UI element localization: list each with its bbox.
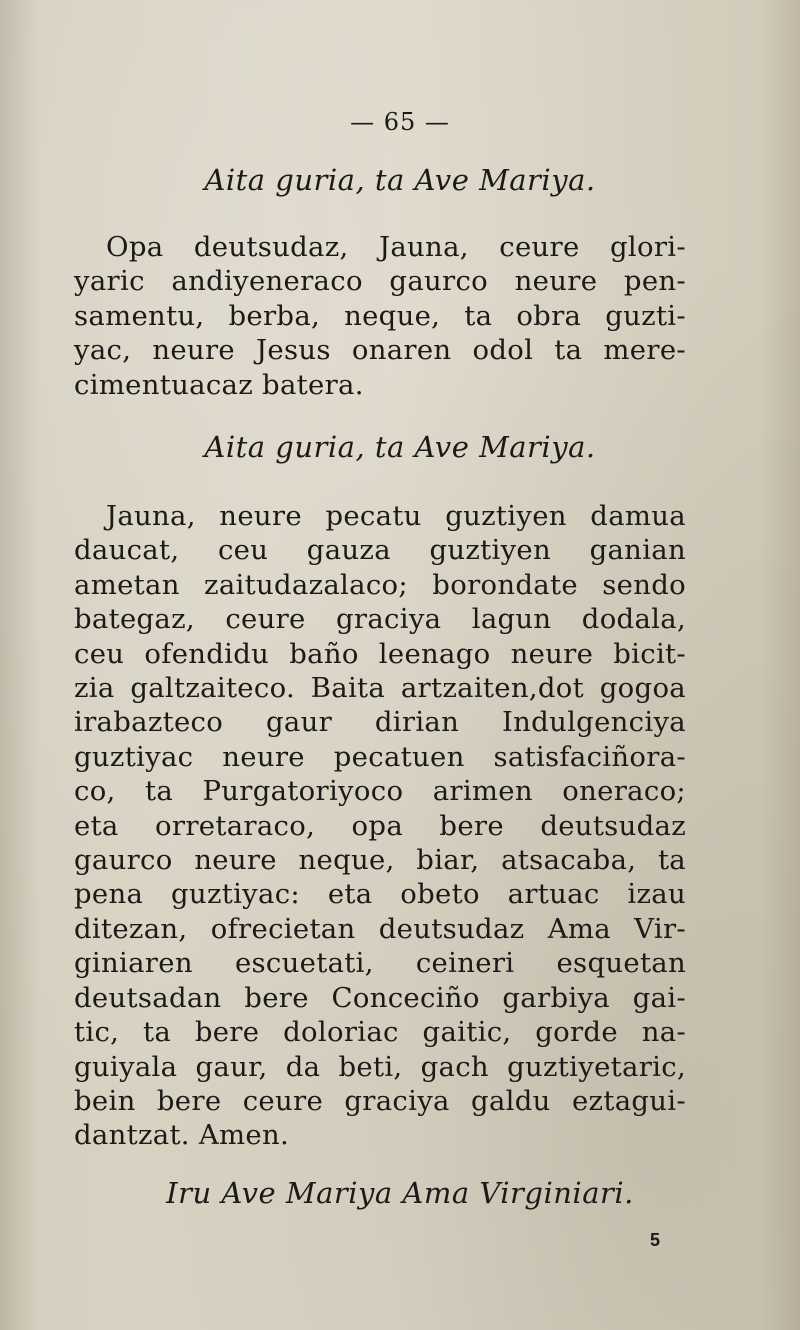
paragraph-line: ametan zaitudazalaco; borondate sendo [74,568,686,601]
paragraph-line: daucat, ceu gauza guztiyen ganian [74,534,686,567]
paragraph-line: guiyala gaur, da beti, gach guztiyetaric, [74,1050,686,1083]
paragraph-line: gaurco neure neque, biar, atsacaba, ta [74,844,686,877]
paragraph-contrition [74,499,686,1153]
paragraph-line: pena guztiyac: eta obeto artuac izau [74,878,686,911]
paragraph-line: yaric andiyeneraco gaurco neure pen- [74,265,686,298]
paragraph-line: cimentuacaz batera. [74,368,364,401]
paragraph-line: zia galtzaiteco. Baita artzaiten,dot gogoa [74,672,686,705]
paragraph-line: deutsadan bere Conceciño garbiya gai- [74,981,686,1014]
paragraph-line: ditezan, ofrecietan deutsudaz Ama Vir- [74,912,686,945]
heading-aita-guria-2: Aita guria, ta Ave Mariya. [204,430,596,464]
paragraph-line: co, ta Purgatoriyoco arimen oneraco; [74,775,686,808]
heading-aita-guria-1: Aita guria, ta Ave Mariya. [204,163,596,197]
paragraph-line: Opa deutsudaz, Jauna, ceure glori- [106,231,686,263]
paragraph-offering [74,230,686,402]
paragraph-line: ceu ofendidu baño leenago neure bicit- [74,637,686,670]
paragraph-line: guztiyac neure pecatuen satisfaciñora- [74,740,686,773]
paragraph-line: irabazteco gaur dirian Indulgenciya [74,706,686,739]
heading-iru-ave-mariya: Iru Ave Mariya Ama Virginiari. [166,1176,634,1210]
paragraph-line: bein bere ceure graciya galdu eztagui- [74,1084,686,1117]
paragraph-line: bategaz, ceure graciya lagun dodala, [74,603,686,636]
paragraph-line: yac, neure Jesus onaren odol ta mere- [74,334,686,367]
paragraph-line: samentu, berba, neque, ta obra guzti- [74,299,686,332]
paragraph-line: tic, ta bere doloriac gaitic, gorde na- [74,1016,686,1049]
signature-mark: 5 [650,1230,661,1250]
paragraph-line: Jauna, neure pecatu guztiyen damua [106,500,686,532]
paragraph-line: giniaren escuetati, ceineri esquetan [74,947,686,980]
page-number: — 65 — [350,108,450,136]
paragraph-line: dantzat. Amen. [74,1119,290,1152]
paragraph-line: eta orretaraco, opa bere deutsudaz [74,809,686,842]
